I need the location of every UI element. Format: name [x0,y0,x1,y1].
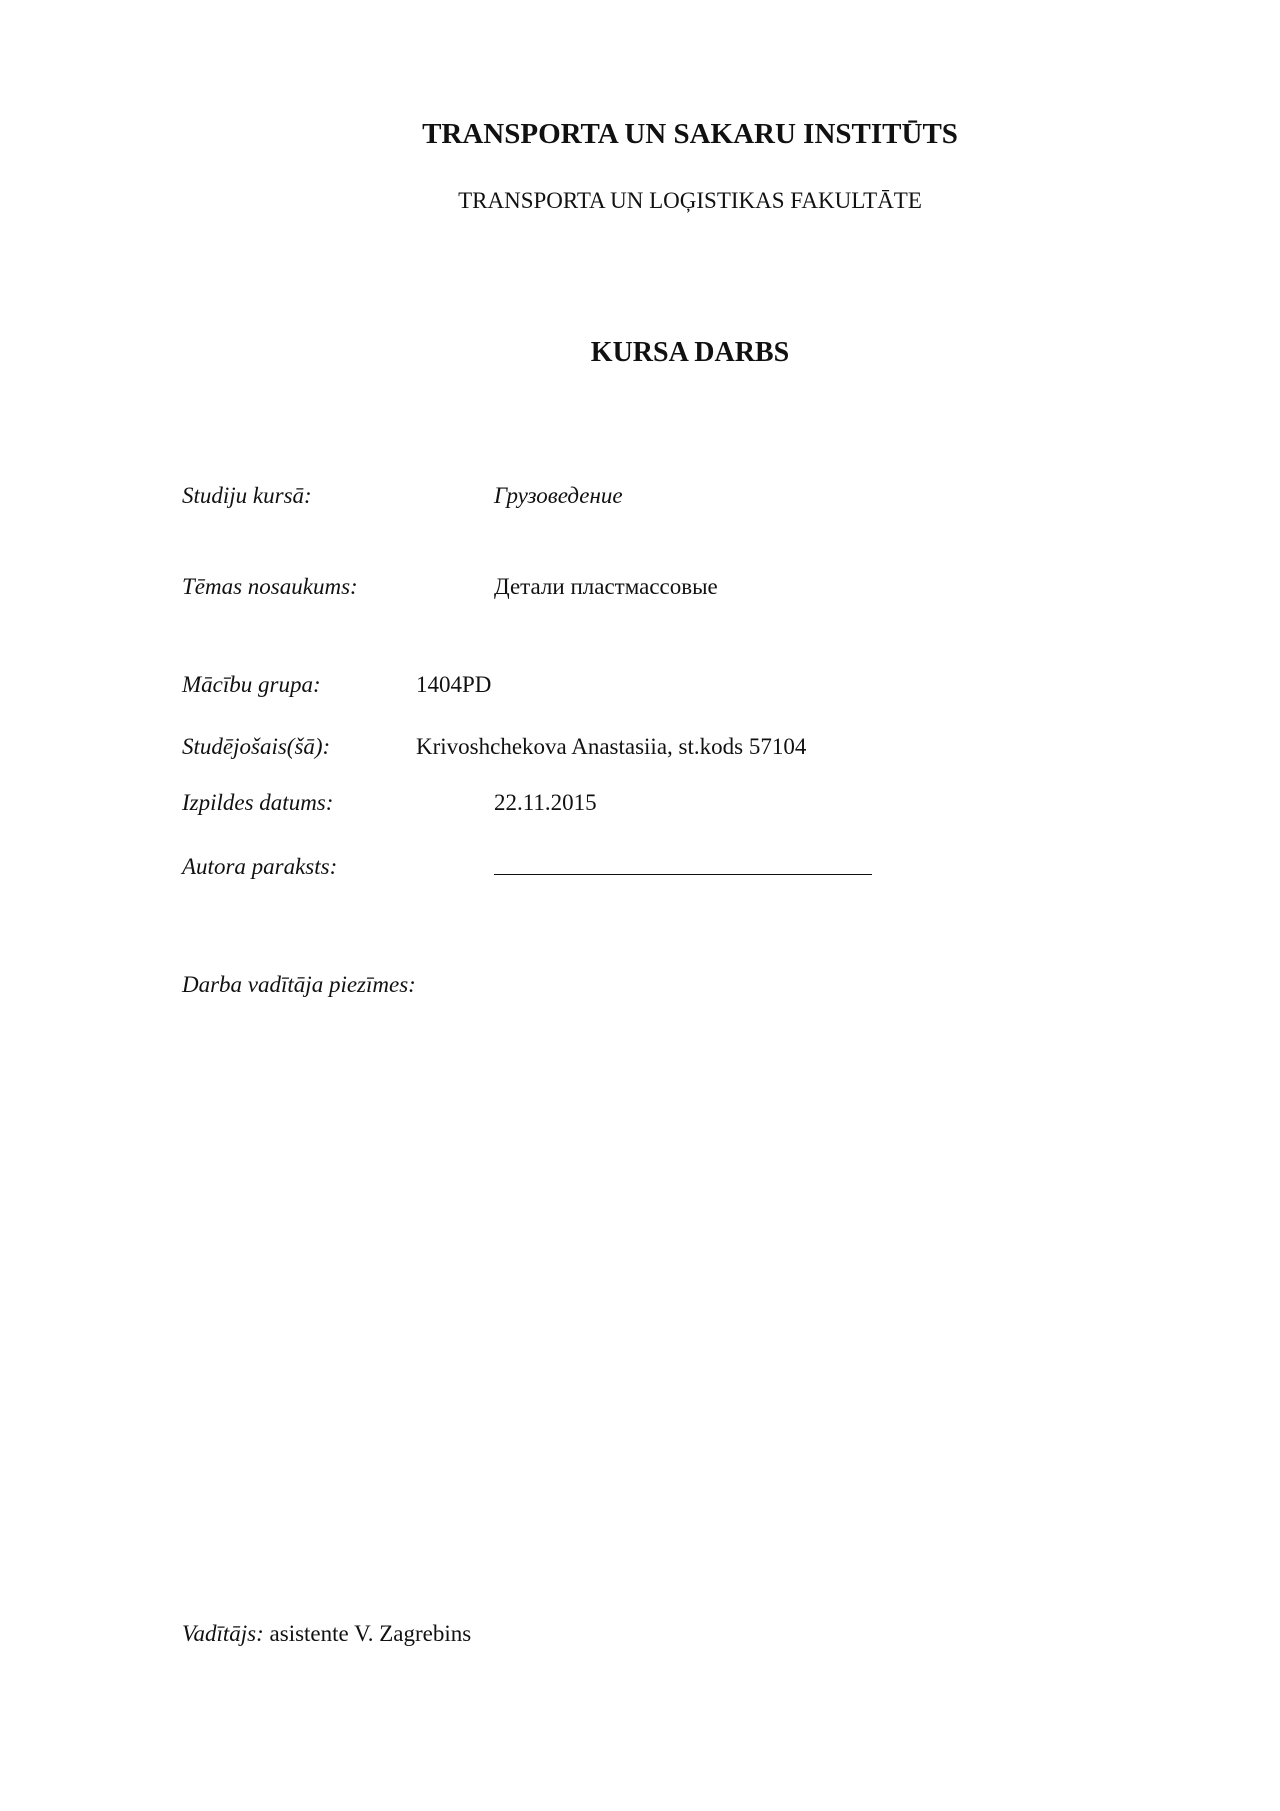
notes-label: Darba vadītāja piezīmes: [182,972,416,997]
date-label: Izpildes datums: [182,790,334,815]
signature-line [494,874,872,875]
faculty-title: TRANSPORTA UN LOĢISTIKAS FAKULTĀTE [458,188,922,213]
supervisor-label: Vadītājs: [182,1621,264,1646]
course-label: Studiju kursā: [182,483,312,508]
document-type-title: KURSA DARBS [590,337,790,368]
signature-label: Autora paraksts: [182,854,338,879]
group-value: 1404PD [416,672,492,697]
topic-value: Детали пластмассовые [494,574,718,599]
institute-title: TRANSPORTA UN SAKARU INSTITŪTS [422,118,958,150]
student-value: Krivoshchekova Anastasiia, st.kods 57104 [416,734,807,759]
date-value: 22.11.2015 [494,790,597,815]
supervisor-value: asistente V. Zagrebins [269,1621,472,1646]
group-label: Mācību grupa: [182,672,321,697]
course-value: Грузоведение [494,483,623,508]
student-label: Studējošais(šā): [182,734,331,759]
topic-label: Tēmas nosaukums: [182,574,358,599]
supervisor-line [182,1621,471,1647]
